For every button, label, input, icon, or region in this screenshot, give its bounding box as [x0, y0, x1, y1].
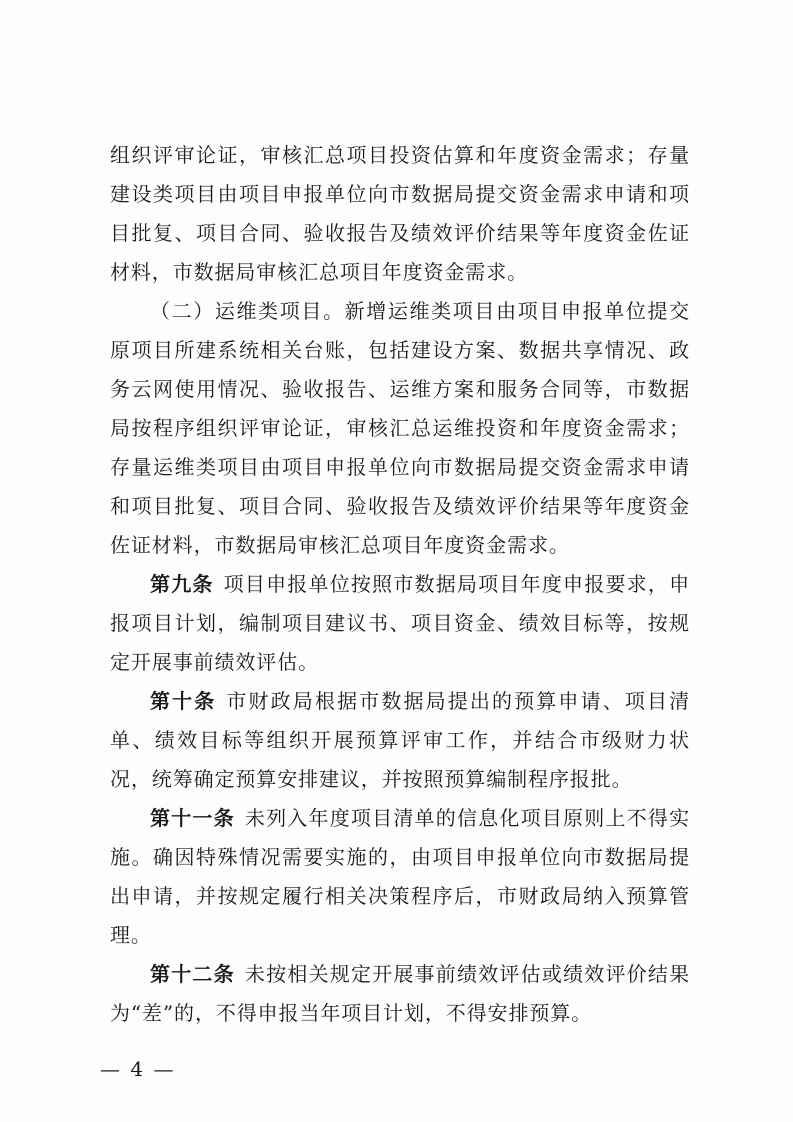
- article-heading: 第十条: [150, 689, 217, 713]
- article-text: 市财政局根据市数据局提出的预算申请、项目清单、绩效目标等组织开展预算评审工作，并结合市级财力状况，统筹确定预算安排建议，并按照预算编制程序报批。: [110, 689, 690, 791]
- article-text: 项目申报单位按照市数据局项目年度申报要求，申报项目计划，编制项目建议书、项目资金、绩效目标等，按规定开展事前绩效评估。: [110, 572, 690, 674]
- article-12: [110, 955, 690, 1033]
- page-number: — 4 —: [100, 1057, 176, 1081]
- article-9: [110, 565, 690, 682]
- paragraph-text: 组织评审论证，审核汇总项目投资估算和年度资金需求；存量建设类项目由项目申报单位向市数据局提交资金需求申请和项目批复、项目合同、验收报告及绩效评价结果等年度资金佐证材料，市数据局审核汇总项目年度资金需求。: [110, 143, 690, 284]
- paragraph-continued-construction: [110, 136, 690, 292]
- paragraph-text: （二）运维类项目。新增运维类项目由项目申报单位提交原项目所建系统相关台账，包括建设方案、数据共享情况、政务云网使用情况、验收报告、运维方案和服务合同等，市数据局按程序组织评审论证，审核汇总运维投资和年度资金需求；存量运维类项目由项目申报单位向市数据局提交资金需求申请和项目批复、项目合同、验收报告及绩效评价结果等年度资金佐证材料，市数据局审核汇总项目年度资金需求。: [110, 299, 690, 557]
- paragraph-maintenance-projects: [110, 292, 690, 565]
- article-10: [110, 682, 690, 799]
- article-heading: 第九条: [150, 572, 214, 596]
- article-11: [110, 799, 690, 955]
- article-text: 未按相关规定开展事前绩效评估或绩效评价结果为“差”的，不得申报当年项目计划，不得安排预算。: [110, 962, 690, 1025]
- article-text: 未列入年度项目清单的信息化项目原则上不得实施。确因特殊情况需要实施的，由项目申报单位向市数据局提出申请，并按规定履行相关决策程序后，市财政局纳入预算管理。: [110, 806, 690, 947]
- document-body: [110, 136, 690, 1033]
- article-heading: 第十一条: [150, 806, 235, 830]
- article-heading: 第十二条: [150, 962, 235, 986]
